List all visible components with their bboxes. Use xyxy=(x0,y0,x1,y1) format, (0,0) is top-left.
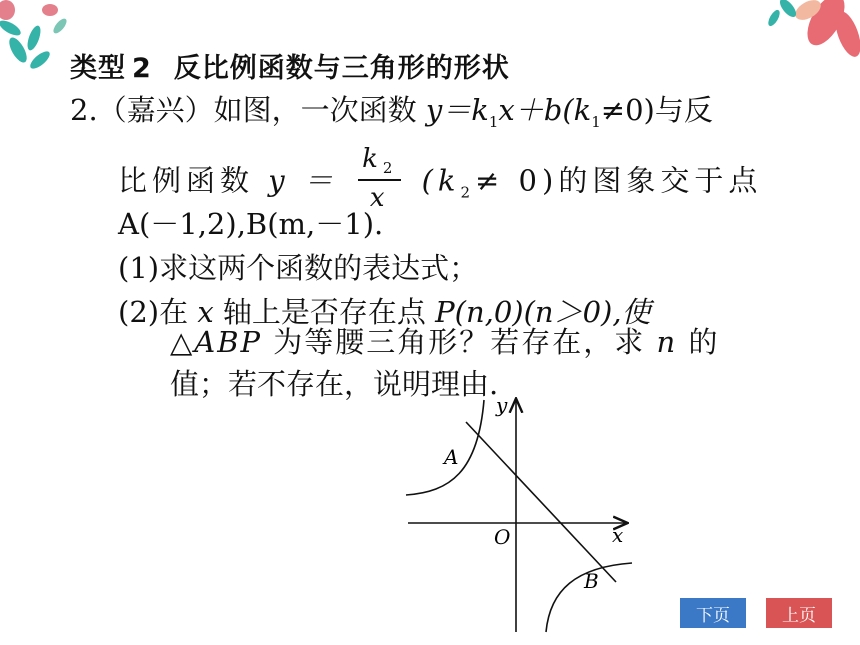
heading-type-label: 类型 xyxy=(70,53,126,84)
heading-type-number: 2 xyxy=(132,53,152,84)
q2-x: x xyxy=(197,295,214,329)
next-page-button[interactable]: 下页 xyxy=(680,598,746,628)
q2-head: (2)在 xyxy=(118,295,189,329)
q2-line2-mid: 为等腰三角形？若存在，求 xyxy=(273,325,646,359)
linear-func: y＝k xyxy=(425,93,489,127)
line2-head: 比例函数 xyxy=(118,163,255,198)
graph-label-O: O xyxy=(494,525,511,549)
k2-sub: 2 xyxy=(460,183,476,202)
graph-label-B: B xyxy=(584,569,599,593)
k2-open: (k xyxy=(421,163,461,198)
linear-tail: ≠0)与反 xyxy=(600,93,713,127)
q2-triangle: △ABP xyxy=(170,325,263,359)
problem-line-1 xyxy=(70,88,713,131)
problem-source: （嘉兴）如图，一次函数 xyxy=(97,93,417,127)
decorative-leaves-right xyxy=(730,0,860,75)
k2-tail: ≠ 0)的图象交于点 xyxy=(475,163,763,198)
q2-line2-tail: 的 xyxy=(688,325,720,359)
graph-label-A: A xyxy=(444,445,459,469)
graph-label-x: x xyxy=(612,523,624,547)
question-2-line-3: 值；若不存在，说明理由. xyxy=(170,367,499,401)
q2-point-P: P(n,0)(n＞0),使 xyxy=(435,295,651,329)
question-2-line-2 xyxy=(170,320,719,361)
fraction-numerator-sub: 2 xyxy=(382,159,398,178)
linear-rest: x＋b(k xyxy=(498,93,592,127)
q2-mid: 轴上是否存在点 xyxy=(222,295,426,329)
heading-title: 反比例函数与三角形的形状 xyxy=(173,53,510,84)
section-heading xyxy=(70,46,510,85)
inverse-func-y: y ＝ xyxy=(268,163,338,198)
fraction-numerator: k xyxy=(362,144,383,174)
problem-number: 2. xyxy=(70,93,98,127)
linear-function-line xyxy=(466,422,616,582)
q2-n: n xyxy=(656,325,678,359)
function-graph xyxy=(400,392,640,637)
linear-sub2: 1 xyxy=(591,112,601,131)
problem-line-3: A(－1,2),B(m,－1). xyxy=(118,207,384,241)
linear-sub: 1 xyxy=(488,112,499,131)
question-1: (1)求这两个函数的表达式； xyxy=(118,251,479,285)
fraction-denominator: x xyxy=(369,183,390,214)
graph-label-y: y xyxy=(496,393,508,417)
previous-page-button[interactable]: 上页 xyxy=(766,598,832,628)
